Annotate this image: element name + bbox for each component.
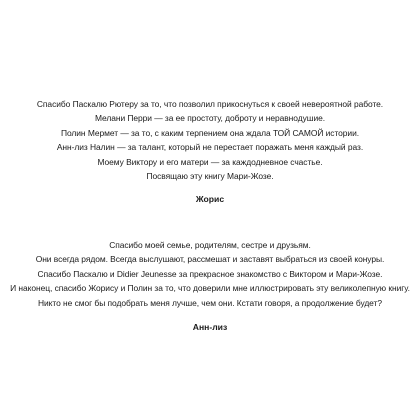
acknowledgement-line: И наконец, спасибо Жорису и Полин за то, что доверили мне иллюстрировать эту великолепную книгу. (10, 283, 410, 294)
acknowledgement-line: Спасибо Паскалю Рютеру за то, что позволил прикоснуться к своей невероятной работе. (36, 99, 384, 109)
acknowledgement-line: Моему Виктору и его матери — за каждодневное счастье. (97, 156, 323, 167)
illustrator-signature: Анн-лиз (192, 322, 228, 333)
dedication-line: Посвящаю эту книгу Мари-Жозе. (146, 171, 274, 182)
acknowledgement-line: Анн-лиз Налин — за талант, который не перестает поражать меня каждый раз. (56, 142, 364, 153)
acknowledgement-line: Они всегда рядом. Всегда выслушают, рассмешат и заставят выбраться из своей конуры. (35, 254, 385, 265)
acknowledgement-line: Спасибо Паскалю и Didier Jeunesse за прекрасное знакомство с Виктором и Мари-Жозе. (37, 268, 383, 279)
illustrator-acknowledgements (0, 238, 420, 334)
acknowledgement-line: Полин Мермет — за то, с каким терпением она ждала ТОЙ САМОЙ истории. (60, 127, 360, 138)
acknowledgement-line: Спасибо моей семье, родителям, сестре и друзьям. (109, 240, 311, 250)
acknowledgement-line: Никто не смог бы подобрать меня лучше, чем они. Кстати говоря, а продолжение будет? (38, 297, 382, 308)
author-signature: Жорис (195, 194, 225, 205)
author-acknowledgements (0, 97, 420, 206)
acknowledgement-line: Мелани Перри — за ее простоту, доброту и неравнодушие. (94, 113, 326, 124)
